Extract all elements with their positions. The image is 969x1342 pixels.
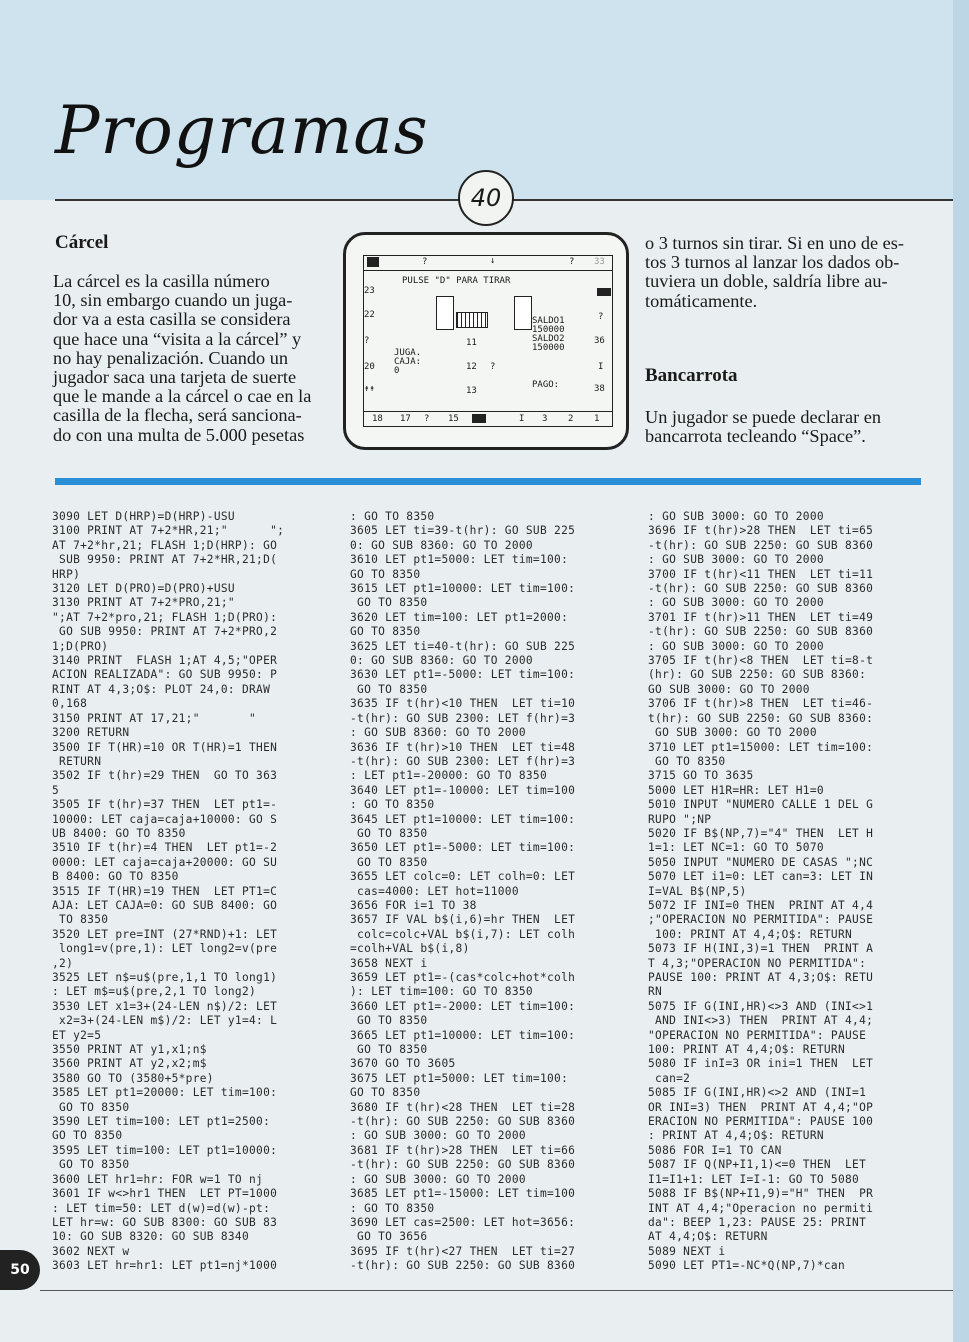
code-column-1: 3090 LET D(HRP)=D(HRP)-USU 3100 PRINT AT 7+2*HR,21;" "; AT 7+2*hr,21; FLASH 1;D(HRP): GO SUB 9950: PRINT AT 7+2*HR,21;D( HRP) 3120 LET D(PRO)=D(PRO)+USU 3130 PRINT AT 7+2*PRO,21;" ";AT 7+2*pro,21; FLASH 1;D(PRO): GO SUB 9950: PRINT AT 7+2*PRO,2 1;D(PRO) 3140 PRINT FLASH 1;AT 4,5;"OPER ACION REALIZADA": GO SUB 9950: P RINT AT 4,3;O$: PLOT 24,0: DRAW 0,168 3150 PRINT AT 17,21;" " 3200 RETURN 3500 IF T(HR)=10 OR T(HR)=1 THEN RETURN 3502 IF t(hr)=29 THEN GO TO 363 5 3505 IF t(hr)=37 THEN LET pt1=- 10000: LET caja=caja+10000: GO S UB 8400: GO TO 8350 3510 IF t(hr)=4 THEN LET pt1=-2 0000: LET caja=caja+20000: GO SU B 8400: GO TO 8350 3515 IF T(HR)=19 THEN LET PT1=C AJA: LET CAJA=0: GO SUB 8400: GO TO 8350 3520 LET pre=INT (27*RND)+1: LET long1=v(pre,1): LET long2=v(pre ,2) 3525 LET n$=u$(pre,1,1 TO long1) : LET m$=u$(pre,2,1 TO long2) 3530 LET x1=3+(24-LEN n$)/2: LET x2=3+(24-LEN m$)/2: LET y1=4: L ET y2=5 3550 PRINT AT y1,x1;n$ 3560 PRINT AT y2,x2;m$ 3580 GO TO (3580+5*pre) 3585 LET pt1=20000: LET tim=100: GO TO 8350 3590 LET tim=100: LET pt1=2500: GO TO 8350 3595 LET tim=100: LET pt1=10000: GO TO 8350 3600 LET hr1=hr: FOR w=1 TO nj 3601 IF w<>hr1 THEN LET PT=1000 : LET tim=50: LET d(w)=d(w)-pt: LET hr=w: GO SUB 8300: GO SUB 83 10: GO SUB 8320: GO SUB 8340 3602 NEXT w 3603 LET hr=hr1: LET pt1=nj*1000 [52, 510, 285, 1273]
bottom-cell: 3 [542, 414, 548, 424]
text-line: tuviera un doble, saldría libre au- [645, 271, 888, 292]
board-bottom-row [364, 411, 612, 426]
continued-paragraph [645, 234, 904, 311]
text-line: casilla de la flecha, será sanciona- [53, 405, 302, 426]
board-cell: 13 [466, 386, 477, 396]
bottom-cell: 18 [372, 414, 383, 424]
left-cell: 20 [364, 362, 375, 372]
top-cell: ? [569, 257, 575, 267]
issue-badge: 40 [458, 170, 514, 226]
caja-label: CAJA: [394, 357, 422, 367]
caja-value: 0 [394, 366, 400, 376]
text-line: dor va a esta casilla se considera [53, 309, 291, 330]
die-left [436, 296, 454, 330]
bancarrota-paragraph [645, 408, 881, 446]
page-edge [953, 0, 969, 1342]
saldo1-value: 150000 [532, 325, 565, 335]
arrow-icon: ↓ [490, 256, 496, 266]
bottom-cell: ? [424, 414, 430, 424]
board-cell: 12 [466, 362, 477, 372]
die-right [514, 296, 532, 330]
bottom-cell: 2 [568, 414, 574, 424]
right-cell: 36 [594, 336, 605, 346]
section-title: Programas [55, 92, 429, 169]
right-cell: 38 [594, 384, 605, 394]
left-cell: ? [364, 336, 370, 346]
text-line: tomáticamente. [645, 290, 758, 311]
juga-label: JUGA. [394, 348, 422, 358]
board-cell: 11 [466, 338, 477, 348]
text-line: La cárcel es la casilla número [53, 271, 270, 291]
left-cell: 23 [364, 286, 375, 296]
right-cell: I [598, 362, 604, 372]
corner-square [367, 257, 379, 267]
code-column-3: : GO SUB 3000: GO TO 2000 3696 IF t(hr)>28 THEN LET ti=65 -t(hr): GO SUB 2250: GO SUB 8360 : GO SUB 3000: GO TO 2000 3700 IF t(hr)<11 THEN LET ti=11 -t(hr): GO SUB 2250: GO SUB 8360 : GO SUB 3000: GO TO 2000 3701 IF t(hr)>11 THEN LET ti=49 -t(hr): GO SUB 2250: GO SUB 8360 : GO SUB 3000: GO TO 2000 3705 IF t(hr)<8 THEN LET ti=8-t (hr): GO SUB 2250: GO SUB 8360: GO SUB 3000: GO TO 2000 3706 IF t(hr)>8 THEN LET ti=46- t(hr): GO SUB 2250: GO SUB 8360: GO SUB 3000: GO TO 2000 3710 LET pt1=15000: LET tim=100: GO TO 8350 3715 GO TO 3635 5000 LET H1R=HR: LET H1=0 5010 INPUT "NUMERO CALLE 1 DEL G RUPO ";NP 5020 IF B$(NP,7)="4" THEN LET H 1=1: LET NC=1: GO TO 5070 5050 INPUT "NUMERO DE CASAS ";NC 5070 LET i1=0: LET can=3: LET IN I=VAL B$(NP,5) 5072 IF INI=0 THEN PRINT AT 4,4 ;"OPERACION NO PERMITIDA": PAUSE 100: PRINT AT 4,4;O$: RETURN 5073 IF H(INI,3)=1 THEN PRINT A T 4,3;"OPERACION NO PERMITIDA": PAUSE 100: PRINT AT 4,3;O$: RETU RN 5075 IF G(INI,HR)<>3 AND (INI<>1 AND INI<>3) THEN PRINT AT 4,4; "OPERACION NO PERMITIDA": PAUSE 100: PRINT AT 4,4;O$: RETURN 5080 IF inI=3 OR ini=1 THEN LET can=2 5085 IF G(INI,HR)<>2 AND (INI=1 OR INI=3) THEN PRINT AT 4,4;"OP ERACION NO PERMITIDA": PAUSE 100 : PRINT AT 4,4;O$: RETURN 5086 FOR I=1 TO CAN 5087 IF Q(NP+I1,1)<=0 THEN LET I1=I1+1: LET I=I-1: GO TO 5080 5088 IF B$(NP+I1,9)="H" THEN PR INT AT 4,4;"Operacion no permiti da": BEEP 1,23: PAUSE 25: PRINT AT 4,4;O$: RETURN 5089 NEXT i 5090 LET PT1=-NC*Q(NP,7)*can [648, 510, 874, 1273]
text-line: 10, sin embargo cuando un juga- [53, 290, 293, 311]
text-line: tos 3 turnos al lanzar los dados ob- [645, 252, 900, 273]
text-line: do con una multa de 5.000 pesetas [53, 424, 305, 445]
right-square [597, 288, 611, 296]
saldo2-label: SALDO2 [532, 334, 565, 344]
carcel-paragraph [53, 272, 311, 445]
left-cell: 22 [364, 310, 375, 320]
bottom-cell: 1 [594, 414, 600, 424]
text-line: que hace una “visita a la cárcel” y [53, 328, 302, 349]
bottom-square [472, 414, 486, 423]
pulse-message: PULSE "D" PARA TIRAR [402, 276, 511, 286]
bottom-cell: 15 [448, 414, 459, 424]
board-cell: ? [490, 362, 496, 372]
text-line: no hay penalización. Cuando un [53, 347, 289, 368]
jail-bars [456, 312, 488, 328]
bottom-cell: I [519, 414, 525, 424]
text-line: jugador saca una tarjeta de suerte [53, 367, 297, 388]
text-line: o 3 turnos sin tirar. Si en uno de es- [645, 233, 904, 253]
top-cell: ? [422, 257, 428, 267]
code-column-2: : GO TO 8350 3605 LET ti=39-t(hr): GO SUB 225 0: GO SUB 8360: GO TO 2000 3610 LET pt1=5000: LET tim=100: GO TO 8350 3615 LET pt1=10000: LET tim=100: GO TO 8350 3620 LET tim=100: LET pt1=2000: GO TO 8350 3625 LET ti=40-t(hr): GO SUB 225 0: GO SUB 8360: GO TO 2000 3630 LET pt1=-5000: LET tim=100: GO TO 8350 3635 IF t(hr)<10 THEN LET ti=10 -t(hr): GO SUB 2300: LET f(hr)=3 : GO SUB 8360: GO TO 2000 3636 IF t(hr)>10 THEN LET ti=48 -t(hr): GO SUB 2300: LET f(hr)=3 : LET pt1=-20000: GO TO 8350 3640 LET pt1=-10000: LET tim=100 : GO TO 8350 3645 LET pt1=10000: LET tim=100: GO TO 8350 3650 LET pt1=-5000: LET tim=100: GO TO 8350 3655 LET colc=0: LET colh=0: LET cas=4000: LET hot=11000 3656 FOR i=1 TO 38 3657 IF VAL b$(i,6)=hr THEN LET colc=colc+VAL b$(i,7): LET colh =colh+VAL b$(i,8) 3658 NEXT i 3659 LET pt1=-(cas*colc+hot*colh ): LET tim=100: GO TO 8350 3660 LET pt1=-2000: LET tim=100: GO TO 8350 3665 LET pt1=10000: LET tim=100: GO TO 8350 3670 GO TO 3605 3675 LET pt1=5000: LET tim=100: GO TO 8350 3680 IF t(hr)<28 THEN LET ti=28 -t(hr): GO SUB 2250: GO SUB 8360 : GO SUB 3000: GO TO 2000 3681 IF t(hr)>28 THEN LET ti=66 -t(hr): GO SUB 2250: GO SUB 8360 : GO SUB 3000: GO TO 2000 3685 LET pt1=-15000: LET tim=100 : GO TO 8350 3690 LET cas=2500: LET hot=3656: GO TO 3656 3695 IF t(hr)<27 THEN LET ti=27 -t(hr): GO SUB 2250: GO SUB 8360 [350, 510, 576, 1273]
left-cell: ↟↟ [364, 384, 375, 394]
footer-rule [40, 1290, 953, 1291]
text-line: bancarrota tecleando “Space”. [645, 426, 866, 447]
carcel-heading: Cárcel [55, 232, 109, 253]
game-screenshot [343, 232, 629, 450]
page-number: 50 [0, 1250, 40, 1290]
bottom-cell: 17 [400, 414, 411, 424]
board-top-row [364, 256, 612, 271]
game-board [363, 255, 613, 427]
section-divider [55, 478, 921, 485]
text-line: que le mande a la cárcel o cae en la [53, 386, 312, 407]
bancarrota-heading: Bancarrota [645, 365, 738, 386]
pago-label: PAGO: [532, 380, 560, 390]
right-cell: ? [598, 312, 604, 322]
saldo2-value: 150000 [532, 343, 565, 353]
top-cell: 33 [594, 257, 605, 267]
text-line: Un jugador se puede declarar en [645, 407, 882, 427]
saldo1-label: SALDO1 [532, 316, 565, 326]
